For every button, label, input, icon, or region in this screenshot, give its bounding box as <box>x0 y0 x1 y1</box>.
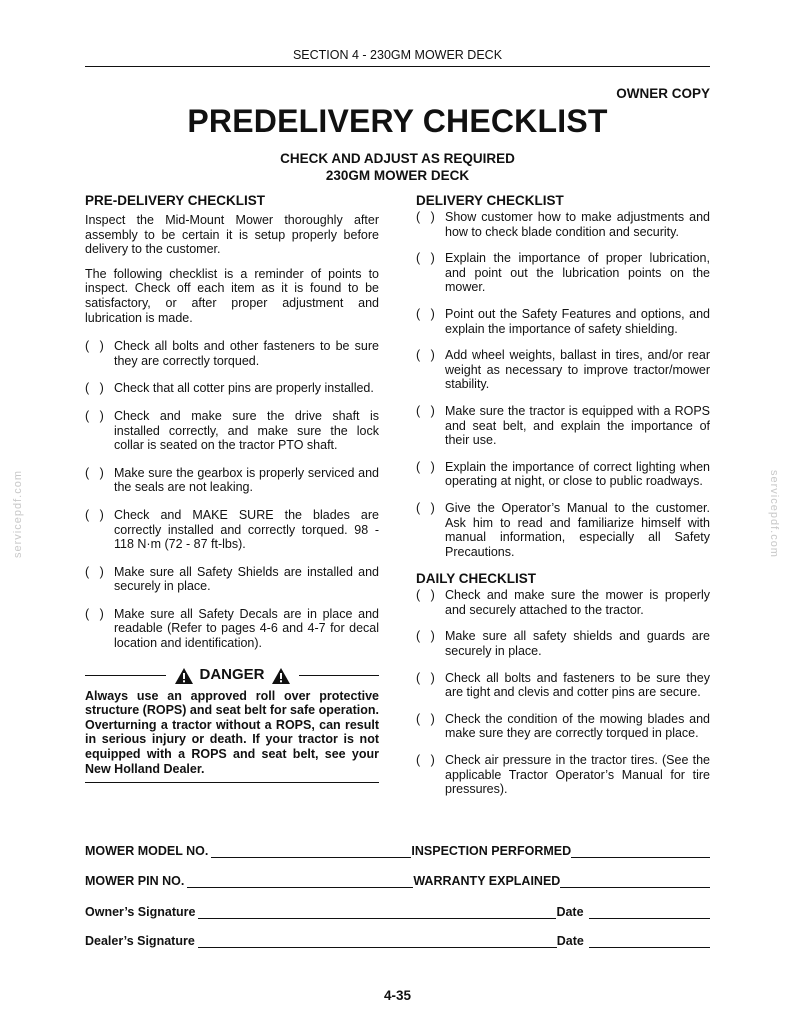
checklist-item-text: Make sure the tractor is equipped with a ROPS and seat belt, and explain the importance of their use. <box>445 403 710 448</box>
danger-bottom-rule <box>85 782 379 783</box>
danger-label: DANGER <box>199 666 265 684</box>
delivery-item <box>416 307 710 336</box>
checkbox[interactable]: ( ) <box>85 408 104 423</box>
page-number: 4-35 <box>383 988 412 1003</box>
checklist-item-text: Explain the importance of correct lighting when operating at night, or close to public roadways. <box>445 459 710 489</box>
danger-rule-left <box>85 675 166 676</box>
checkbox[interactable]: ( ) <box>416 670 435 685</box>
watermark-right: servicepdf.com <box>768 470 780 558</box>
delivery-item <box>416 251 710 295</box>
delivery-heading: DELIVERY CHECKLIST <box>416 193 564 208</box>
predelivery-item <box>85 466 379 495</box>
subtitle <box>85 150 710 184</box>
predelivery-item <box>85 409 379 453</box>
form-row-pin <box>85 872 710 888</box>
danger-rule-right <box>299 675 380 676</box>
warning-triangle-icon <box>174 667 194 685</box>
predelivery-intro-1: Inspect the Mid-Mount Mower thoroughly after assembly to be certain it is setup properly before delivery to the customer. <box>85 213 379 257</box>
checklist-item-text: Check air pressure in the tractor tires. (See the applicable Tractor Operator’s Manual for tire pressures). <box>445 753 710 797</box>
daily-item <box>416 588 710 617</box>
form-row-owner <box>85 903 710 919</box>
predelivery-item <box>85 565 379 594</box>
mower-pin-label: MOWER PIN NO. <box>85 874 185 888</box>
page-title: PREDELIVERY CHECKLIST <box>187 103 608 139</box>
checklist-item-text: Make sure the gearbox is properly serviced and the seals are not leaking. <box>114 465 379 495</box>
section-header: SECTION 4 - 230GM MOWER DECK <box>292 48 503 62</box>
right-column <box>416 193 710 809</box>
delivery-item <box>416 460 710 489</box>
warranty-explained-label: WARRANTY EXPLAINED <box>413 874 561 888</box>
delivery-item <box>416 501 710 559</box>
dealer-date-field[interactable] <box>589 935 710 948</box>
inspection-performed-field[interactable] <box>571 845 710 858</box>
checklist-item-text: Check and MAKE SURE the blades are correctly installed and correctly torqued. 98 - 118 N·m (72 - 87 ft-lbs). <box>114 507 379 552</box>
checklist-item-text: Check all bolts and fasteners to be sure they are tight and clevis and cotter pins are secure. <box>445 670 710 700</box>
daily-item <box>416 712 710 741</box>
checklist-item-text: Check and make sure the mower is properly and securely attached to the tractor. <box>445 588 710 617</box>
checklist-item-text: Add wheel weights, ballast in tires, and/or rear weight as necessary to improve tractor/mower stability. <box>445 348 710 392</box>
checkbox[interactable]: ( ) <box>85 465 104 480</box>
warning-triangle-icon <box>271 667 291 685</box>
delivery-item <box>416 348 710 392</box>
checkbox[interactable]: ( ) <box>416 753 435 768</box>
checkbox[interactable]: ( ) <box>416 500 435 515</box>
subtitle-line-1: CHECK AND ADJUST AS REQUIRED <box>280 151 515 166</box>
daily-item <box>416 753 710 797</box>
checklist-item-text: Make sure all safety shields and guards are securely in place. <box>445 629 710 659</box>
checkbox[interactable]: ( ) <box>416 348 435 363</box>
checklist-item-text: Point out the Safety Features and options, and explain the importance of safety shielding. <box>445 306 710 336</box>
daily-item <box>416 629 710 658</box>
warranty-explained-field[interactable] <box>560 875 710 888</box>
checklist-item-text: Check all bolts and other fasteners to be sure they are correctly torqued. <box>114 339 379 368</box>
header-rule <box>85 66 710 67</box>
subtitle-line-2: 230GM MOWER DECK <box>325 168 470 183</box>
mower-model-field[interactable] <box>211 845 411 858</box>
checklist-item-text: Explain the importance of proper lubrication, and point out the lubrication points on the mower. <box>445 251 710 295</box>
checkbox[interactable]: ( ) <box>416 403 435 418</box>
checklist-item-text: Show customer how to make adjustments and how to check blade condition and security. <box>445 210 710 239</box>
checklist-item-text: Check that all cotter pins are properly installed. <box>114 381 374 396</box>
predelivery-heading: PRE-DELIVERY CHECKLIST <box>85 193 266 208</box>
owner-signature-label: Owner’s Signature <box>85 905 196 919</box>
checkbox[interactable]: ( ) <box>85 339 104 354</box>
owner-copy-label: OWNER COPY <box>616 86 710 101</box>
checkbox[interactable]: ( ) <box>416 588 435 603</box>
checkbox[interactable]: ( ) <box>416 711 435 726</box>
checkbox[interactable]: ( ) <box>416 629 435 644</box>
checklist-item-text: Check and make sure the drive shaft is installed correctly, and make sure the lock collar is seated on the tractor PTO shaft. <box>114 408 379 453</box>
daily-item <box>416 671 710 700</box>
predelivery-intro-2: The following checklist is a reminder of points to inspect. Check off each item as it is found to be satisfactory, or after proper adjustment and lubrication is made. <box>85 266 379 325</box>
dealer-date-label: Date <box>556 934 584 948</box>
checkbox[interactable]: ( ) <box>85 606 104 621</box>
delivery-item <box>416 210 710 239</box>
danger-text: Always use an approved roll over protective structure (ROPS) and seat belt for safe operation. Overturning a tractor without a ROPS, can result in serious injury or death. If your tractor is not equipped with a ROPS and seat belt, see your New Holland Dealer. <box>85 688 379 776</box>
owner-date-field[interactable] <box>589 906 710 919</box>
inspection-performed-label: INSPECTION PERFORMED <box>411 844 572 858</box>
owner-date-label: Date <box>556 905 584 919</box>
checklist-item-text: Make sure all Safety Shields are installed and securely in place. <box>114 564 379 594</box>
left-column <box>85 193 379 783</box>
checkbox[interactable]: ( ) <box>85 507 104 522</box>
checkbox[interactable]: ( ) <box>416 306 435 321</box>
form-row-model <box>85 842 710 858</box>
checkbox[interactable]: ( ) <box>416 459 435 474</box>
predelivery-item <box>85 607 379 651</box>
checkbox[interactable]: ( ) <box>85 381 104 396</box>
mower-model-label: MOWER MODEL NO. <box>85 844 209 858</box>
dealer-signature-field[interactable] <box>198 935 557 948</box>
watermark-left: servicepdf.com <box>12 470 24 558</box>
delivery-item <box>416 404 710 448</box>
dealer-signature-label: Dealer’s Signature <box>85 934 195 948</box>
checkbox[interactable]: ( ) <box>416 210 435 224</box>
danger-header <box>85 667 379 685</box>
predelivery-item <box>85 339 379 368</box>
daily-heading: DAILY CHECKLIST <box>416 571 537 587</box>
checklist-item-text: Check the condition of the mowing blades and make sure they are correctly torqued in place. <box>445 711 710 741</box>
owner-signature-field[interactable] <box>198 906 556 919</box>
checkbox[interactable]: ( ) <box>416 251 435 266</box>
checklist-item-text: Make sure all Safety Decals are in place and readable (Refer to pages 4-6 and 4-7 for decal location and identification). <box>114 606 379 651</box>
predelivery-item <box>85 381 379 396</box>
predelivery-item <box>85 508 379 552</box>
form-row-dealer <box>85 932 710 948</box>
checkbox[interactable]: ( ) <box>85 564 104 579</box>
checklist-item-text: Give the Operator’s Manual to the customer. Ask him to read and familiarize himself with manual information, especially all Safety Precautions. <box>445 500 710 559</box>
mower-pin-field[interactable] <box>187 875 413 888</box>
